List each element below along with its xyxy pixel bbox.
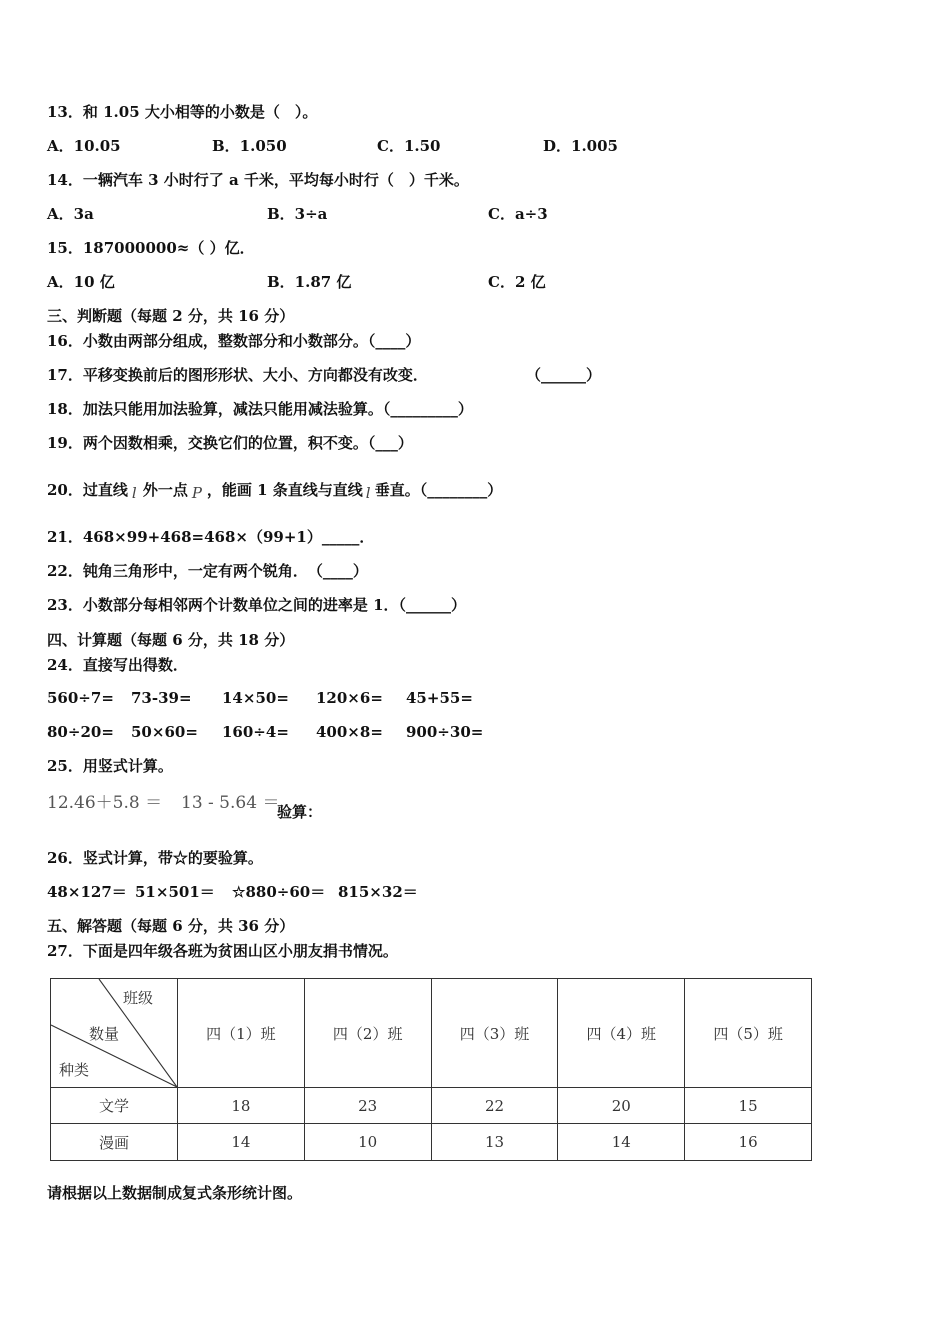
q13-option-c: C．1.50 [377,137,441,155]
question-18: 18．加法只能用加法验算，减法只能用减法验算。（_________） [47,400,473,418]
chart-instruction: 请根据以上数据制成复式条形统计图。 [47,1184,303,1202]
calc-item: 80÷20= [47,723,114,741]
q20-text-d: 垂直。（________） [374,481,503,499]
table-cell: 13 [431,1124,558,1161]
calc-item: 73-39= [131,689,192,707]
q15-option-b: B．1.87 亿 [267,273,352,291]
question-26: 26．竖式计算，带☆的要验算。 [47,849,263,867]
calc-item: 900÷30= [406,723,484,741]
column-header: 四（3）班 [431,979,558,1088]
corner-label-class: 班级 [123,989,154,1007]
vertical-calc-item: ☆880÷60＝ [232,883,326,901]
question-17-blank: （______） [526,366,602,384]
table-corner-header [51,979,178,1088]
vertical-calc-expr-2: 13 - 5.64 ＝ [181,793,280,813]
book-donation-table [50,978,812,1161]
calc-item: 120×6= [316,689,383,707]
calc-item: 400×8= [316,723,383,741]
table-cell: 23 [304,1088,431,1124]
question-19: 19．两个因数相乘，交换它们的位置，积不变。（___） [47,434,413,452]
check-label: 验算： [277,803,323,821]
point-p-symbol: P [191,484,202,502]
q15-option-c: C．2 亿 [488,273,546,291]
q13-option-d: D．1.005 [543,137,618,155]
question-25: 25．用竖式计算。 [47,757,173,775]
q14-option-b: B．3÷a [267,205,328,223]
table-cell: 10 [304,1124,431,1161]
q13-option-b: B．1.050 [212,137,287,155]
calc-item: 14×50= [222,689,289,707]
question-24: 24．直接写出得数． [47,656,188,674]
q14-option-c: C．a÷3 [488,205,548,223]
question-21: 21．468×99+468=468×（99+1）_____． [47,528,375,546]
question-17: 17．平移变换前后的图形形状、大小、方向都没有改变． [47,366,428,384]
table-cell: 20 [558,1088,685,1124]
question-15: 15．187000000≈（ ）亿． [47,239,255,257]
q20-text-b: 外一点 [142,481,188,499]
line-l-symbol-2: l [365,484,371,502]
vertical-calc-expr-1: 12.46＋5.8 ＝ [47,793,163,813]
calc-item: 560÷7= [47,689,114,707]
section-5-title: 五、解答题（每题 6 分，共 36 分） [47,917,295,935]
question-14: 14．一辆汽车 3 小时行了 a 千米，平均每小时行（ ）千米。 [47,171,469,189]
section-4-title: 四、计算题（每题 6 分，共 18 分） [47,631,295,649]
table-cell: 16 [685,1124,812,1161]
calc-item: 45+55= [406,689,473,707]
q14-option-a: A．3a [47,205,94,223]
vertical-calc-item: 51×501＝ [135,883,215,901]
table-cell: 14 [558,1124,685,1161]
corner-label-quantity: 数量 [89,1025,120,1043]
column-header: 四（1）班 [178,979,305,1088]
question-27: 27．下面是四年级各班为贫困山区小朋友捐书情况。 [47,942,398,960]
row-label: 漫画 [51,1124,178,1161]
question-16: 16．小数由两部分组成，整数部分和小数部分。（____） [47,332,421,350]
table-cell: 22 [431,1088,558,1124]
corner-label-category: 种类 [59,1061,90,1079]
column-header: 四（2）班 [304,979,431,1088]
vertical-calc-item: 815×32＝ [338,883,418,901]
line-l-symbol: l [131,484,137,502]
calc-item: 160÷4= [222,723,289,741]
question-22: 22．钝角三角形中，一定有两个锐角． （____） [47,562,368,580]
column-header: 四（5）班 [685,979,812,1088]
q13-option-a: A．10.05 [47,137,121,155]
question-20 [47,480,502,500]
question-13: 13．和 1.05 大小相等的小数是（ ）。 [47,103,318,121]
q15-option-a: A．10 亿 [47,273,115,291]
q20-text-c: ，能画 1 条直线与直线 [206,481,363,499]
table-row [51,1124,812,1161]
table-cell: 14 [178,1124,305,1161]
calc-item: 50×60= [131,723,198,741]
column-header: 四（4）班 [558,979,685,1088]
q20-text-a: 20．过直线 [47,481,128,499]
row-label: 文学 [51,1088,178,1124]
table-cell: 15 [685,1088,812,1124]
table-cell: 18 [178,1088,305,1124]
question-23: 23．小数部分每相邻两个计数单位之间的进率是 1．（______） [47,596,467,614]
table-row [51,1088,812,1124]
vertical-calc-item: 48×127＝ [47,883,127,901]
section-3-title: 三、判断题（每题 2 分，共 16 分） [47,307,295,325]
